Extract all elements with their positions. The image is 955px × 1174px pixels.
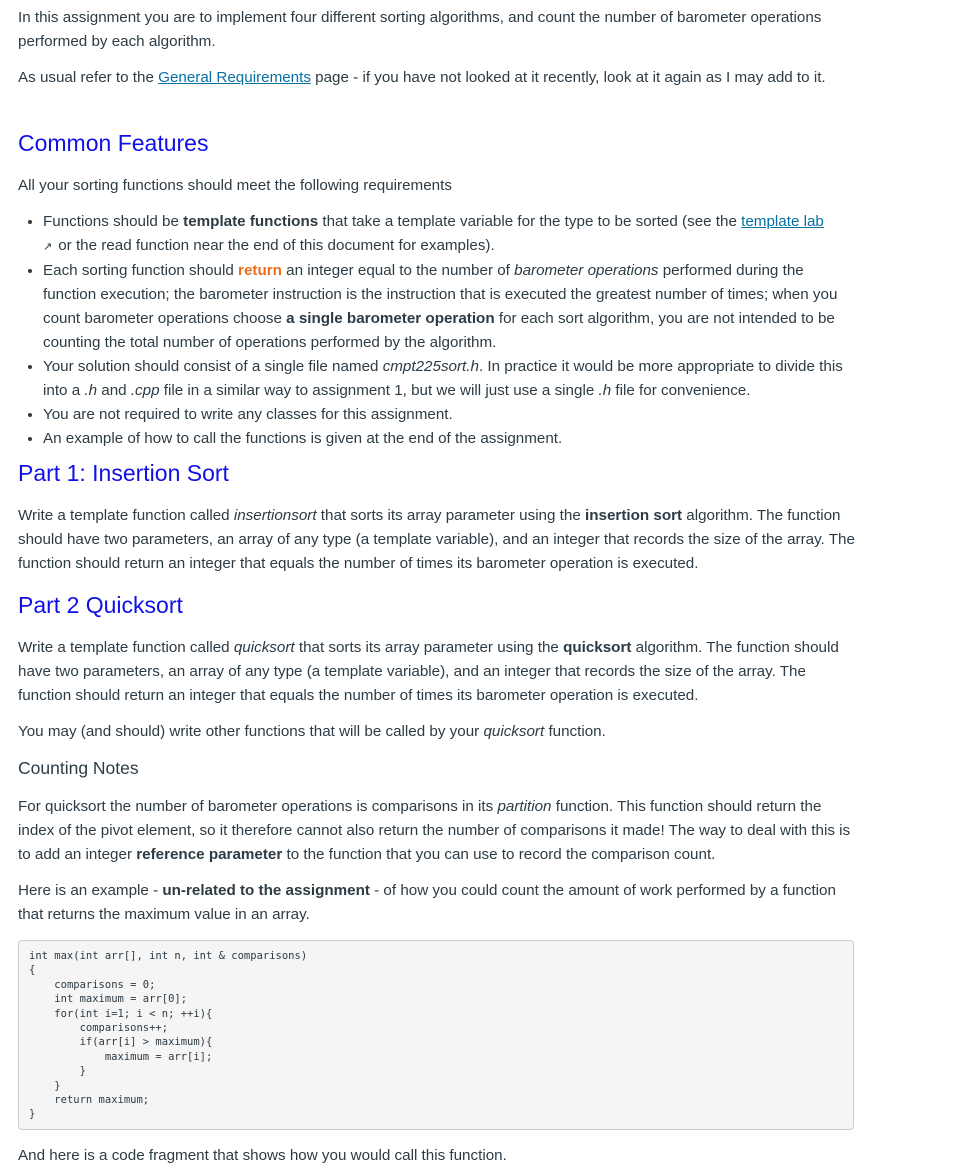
code-listing: int max(int arr[], int n, int & comparisons) { comparisons = 0; int maximum = arr[0]; for(int i=1; i < n; ++i){ comparisons++; if(arr[i] > maximum){ maximum = arr[i]; } } return maximum; } xyxy=(29,950,308,1121)
text: algorithm. The function should have two parameters, an array of any type (a template variable), and an integer that records the size of the array. The function should return an integer that equals the number of times its barometer operation is executed. xyxy=(18,639,839,704)
general-requirements-link[interactable]: General Requirements xyxy=(158,69,311,86)
bold-text: quicksort xyxy=(563,639,632,656)
italic-text: barometer operations xyxy=(514,262,659,279)
bold-text: insertion sort xyxy=(585,507,683,524)
text: that sorts its array parameter using the xyxy=(316,507,586,524)
list-item xyxy=(43,355,858,403)
text: function. This function should return the index of the pivot element, so it therefore cannot also return the number of comparisons it made! The way to deal with this is to add an integer xyxy=(18,798,851,863)
common-features-heading: Common Features xyxy=(18,130,209,156)
bold-text: reference parameter xyxy=(136,846,283,863)
list-item: • You are not required to write any classes for this assignment. xyxy=(43,403,858,427)
code-block xyxy=(18,940,854,1130)
bold-text: template functions xyxy=(183,213,319,230)
closing-paragraph: And here is a code fragment that shows how you would call this function. xyxy=(18,1147,507,1164)
list-item xyxy=(43,210,858,259)
italic-text: .h xyxy=(598,382,612,399)
text: and xyxy=(97,382,131,399)
part1-paragraph xyxy=(18,504,858,576)
text: For quicksort the number of barometer operations is comparisons in its xyxy=(18,798,498,815)
text: file in a similar way to assignment 1, but we will just use a single xyxy=(159,382,599,399)
italic-text: .cpp xyxy=(130,382,160,399)
text: for each sort algorithm, you are not intended to be counting the total number of operations performed by the algorithm. xyxy=(43,310,835,351)
list-item xyxy=(43,259,858,355)
text: file for convenience. xyxy=(611,382,751,399)
text: an integer equal to the number of xyxy=(281,262,515,279)
italic-text: .h xyxy=(84,382,98,399)
text: Here is an example - xyxy=(18,882,163,899)
general-text-before: As usual refer to the xyxy=(18,69,159,86)
text: You may (and should) write other functions that will be called by your xyxy=(18,723,484,740)
text: Each sorting function should xyxy=(43,262,239,279)
text: Your solution should consist of a single file named xyxy=(43,358,383,375)
template-lab-link[interactable]: template lab xyxy=(741,213,824,230)
counting-notes-heading: Counting Notes xyxy=(18,758,139,778)
text: Functions should be xyxy=(43,213,184,230)
function-name: quicksort xyxy=(483,723,545,740)
text: Write a template function called xyxy=(18,639,234,656)
common-features-intro: All your sorting functions should meet the following requirements xyxy=(18,177,452,194)
text: algorithm. The function should have two parameters, an array of any type (a template variable), and an integer that records the size of the array. The function should return an integer that equals the number of times its barometer operation is executed. xyxy=(18,507,855,572)
bold-text: un-related to the assignment xyxy=(162,882,370,899)
function-name: quicksort xyxy=(233,639,295,656)
part2-heading: Part 2 Quicksort xyxy=(18,592,183,618)
function-name: partition xyxy=(497,798,552,815)
text: performed during the function execution; the barometer instruction is the instruction that is executed the greatest number of times; when you count barometer operations choose xyxy=(43,262,838,327)
return-highlight: return xyxy=(238,262,282,279)
part1-heading: Part 1: Insertion Sort xyxy=(18,460,229,486)
part2-helper-paragraph xyxy=(18,720,858,744)
function-name: insertionsort xyxy=(233,507,317,524)
general-requirements-paragraph xyxy=(18,66,858,90)
part2-paragraph xyxy=(18,636,858,708)
text: to the function that you can use to record the comparison count. xyxy=(282,846,716,863)
external-link-icon: ↗ xyxy=(43,241,53,253)
list-item: • An example of how to call the functions is given at the end of the assignment. xyxy=(43,427,858,451)
filename: cmpt225sort.h xyxy=(382,358,479,375)
text: that sorts its array parameter using the xyxy=(294,639,564,656)
text: or the read function near the end of this document for examples). xyxy=(58,237,495,254)
text: - of how you could count the amount of work performed by a function that returns the maximum value in an array. xyxy=(18,882,836,923)
counting-paragraph xyxy=(18,795,858,867)
general-text-after: page - if you have not looked at it recently, look at it again as I may add to it. xyxy=(310,69,826,86)
text: function. xyxy=(544,723,606,740)
text: Write a template function called xyxy=(18,507,234,524)
intro-paragraph: In this assignment you are to implement four different sorting algorithms, and count the number of barometer operations performed by each algorithm. xyxy=(18,9,822,50)
requirements-list xyxy=(18,210,858,451)
text: that take a template variable for the type to be sorted (see the xyxy=(318,213,742,230)
example-paragraph xyxy=(18,879,858,927)
bold-text: a single barometer operation xyxy=(286,310,495,327)
text: . In practice it would be more appropriate to divide this into a xyxy=(43,358,843,399)
